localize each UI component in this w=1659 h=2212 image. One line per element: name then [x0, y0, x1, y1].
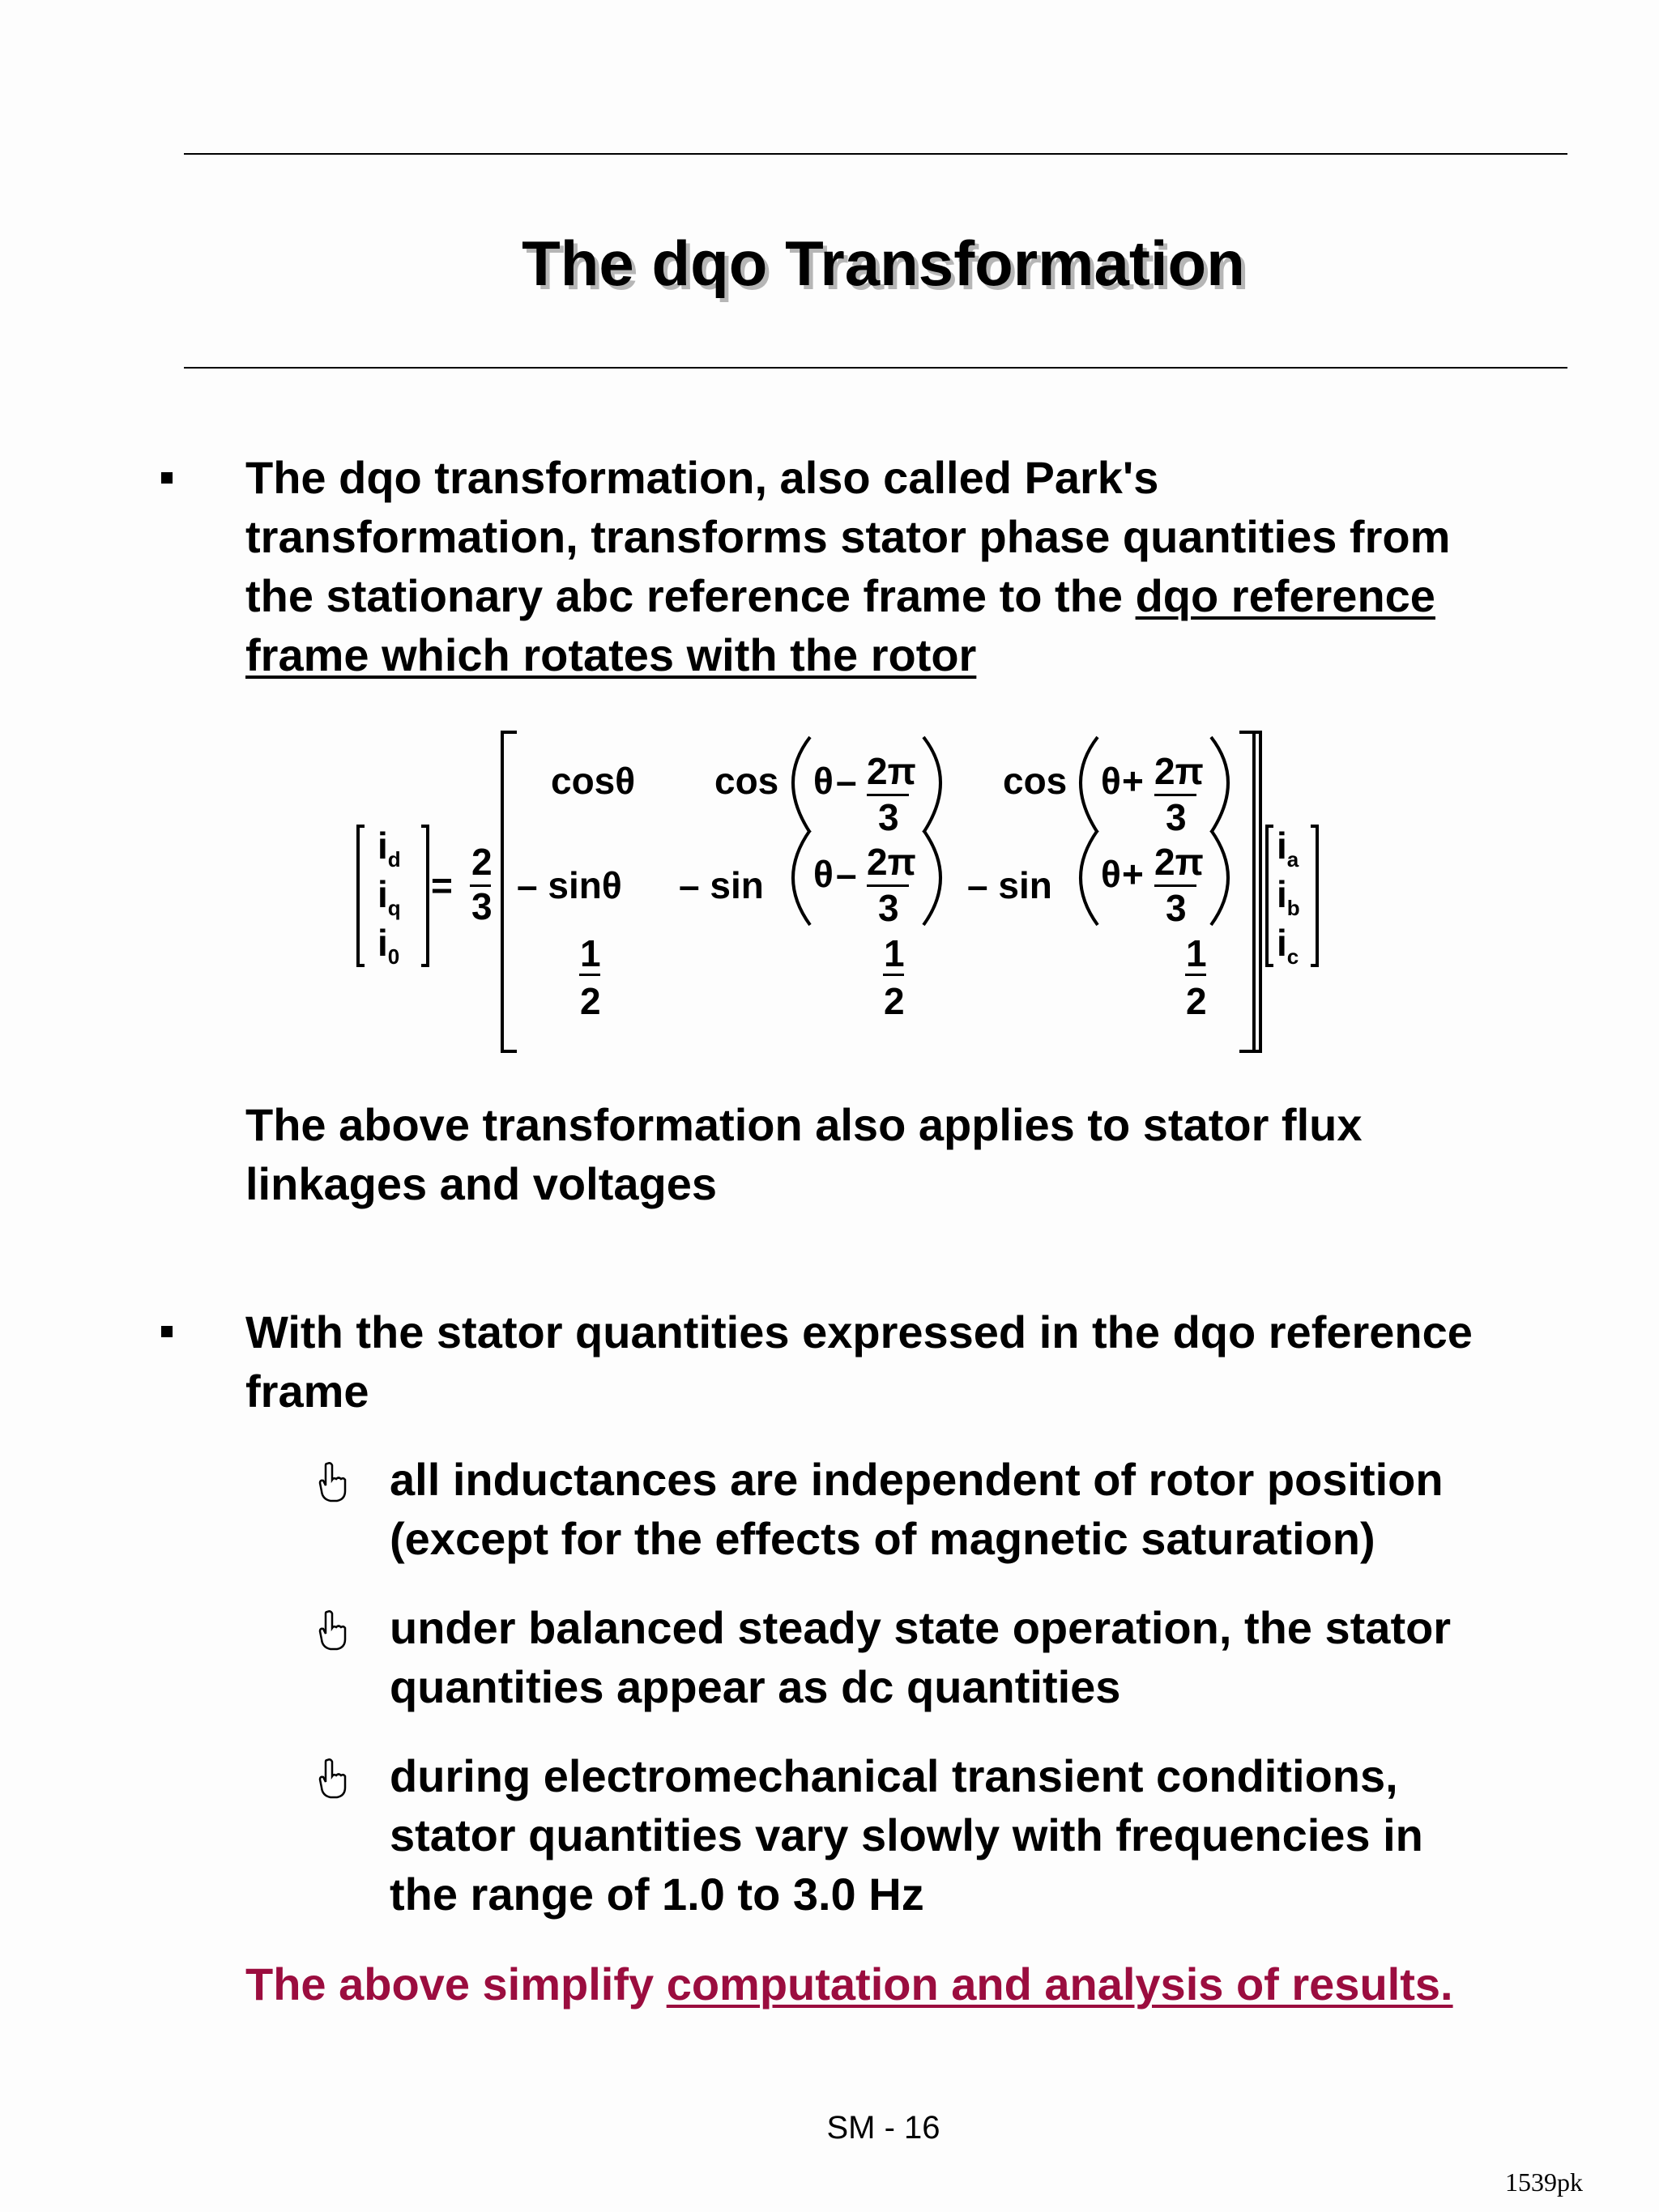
sub-bullet-3-line1: during electromechanical transient conditions, [390, 1750, 1398, 1801]
m13-plus: + [1122, 760, 1144, 802]
bullet1-underlined-text-2: frame which rotates with the rotor [245, 629, 977, 680]
equation-note [245, 1095, 1362, 1213]
paren-open [793, 737, 810, 833]
bullet2-paragraph [245, 1302, 1473, 1421]
bullet1-line2: transformation, transforms stator phase quantities from [245, 511, 1451, 562]
m23-theta: θ [1101, 853, 1121, 895]
m22-frac-den: 3 [878, 887, 899, 929]
matrix-left-bracket [502, 732, 517, 1051]
m33-half-den: 2 [1186, 980, 1207, 1022]
document-code: 1539pk [1505, 2167, 1583, 2197]
rhs-left-bracket [1267, 826, 1273, 965]
sub-bullet-2-line2: quantities appear as dc quantities [390, 1661, 1121, 1712]
paren-open [1081, 830, 1098, 925]
paren-close [1211, 737, 1228, 833]
m22-minus-sin: – sin [679, 864, 764, 906]
lhs-i0: $i_0$ [377, 922, 400, 969]
sub-bullet-1-line1: all inductances are independent of rotor position [390, 1454, 1444, 1505]
m33-half-num: 1 [1186, 932, 1207, 974]
paren-close [923, 737, 940, 833]
bullet1-line3 [245, 566, 1450, 625]
conclusion-statement [245, 1954, 1453, 2014]
m31-half-num: 1 [580, 932, 601, 974]
equals-sign: = [431, 864, 453, 906]
m23-frac-den: 3 [1166, 887, 1187, 929]
m21-minus-sin-theta: – sinθ [517, 864, 622, 906]
lhs-iq: $i_q$ [377, 873, 401, 920]
m22-frac-num: 2π [867, 841, 916, 883]
paren-open [793, 830, 810, 925]
note-line1: The above transformation also applies to stator flux [245, 1099, 1363, 1150]
lhs-right-bracket [421, 826, 428, 965]
m22-theta: θ [813, 853, 834, 895]
coefficient-denominator: 3 [471, 885, 493, 927]
m23-frac-num: 2π [1154, 841, 1204, 883]
sub-bullet-2 [390, 1598, 1451, 1716]
sub-bullet-1 [390, 1450, 1444, 1568]
m13-theta: θ [1101, 760, 1121, 802]
rhs-ia: $i_a$ [1277, 825, 1299, 872]
lhs-id: $i_d$ [377, 825, 401, 872]
pointing-hand-icon [316, 1610, 348, 1651]
title-underline-rule [184, 367, 1567, 369]
m22-minus: – [836, 853, 857, 895]
m12-frac-num: 2π [867, 750, 916, 792]
m23-plus: + [1122, 853, 1144, 895]
coefficient-numerator: 2 [471, 841, 493, 883]
m32-half-num: 1 [884, 932, 905, 974]
sub-bullet-3 [390, 1746, 1423, 1924]
paren-close [923, 830, 940, 925]
note-line2: linkages and voltages [245, 1158, 717, 1209]
bullet1-line1: The dqo transformation, also called Park's [245, 452, 1159, 503]
rhs-right-bracket [1311, 826, 1317, 965]
m31-half-den: 2 [580, 980, 601, 1022]
bullet1-paragraph [245, 448, 1450, 684]
pointing-hand-icon [316, 1462, 348, 1502]
m11-cos-theta: cosθ [551, 760, 636, 802]
m23-minus-sin: – sin [967, 864, 1052, 906]
sub-bullet-2-line1: under balanced steady state operation, the stator [390, 1602, 1452, 1653]
sub-bullet-3-line3: the range of 1.0 to 3.0 Hz [390, 1869, 924, 1920]
m12-minus: – [836, 760, 857, 802]
sub-bullet-3-line2: stator quantities vary slowly with frequencies in [390, 1809, 1423, 1860]
bullet2-line1: With the stator quantities expressed in the dqo reference [245, 1306, 1473, 1357]
bullet-marker [161, 472, 173, 484]
paren-open [1081, 737, 1098, 833]
m12-theta: θ [813, 760, 834, 802]
conclusion-text: The above simplify [245, 1958, 667, 2010]
pointing-hand-icon [316, 1758, 348, 1799]
sub-bullet-1-line2: (except for the effects of magnetic saturation) [390, 1513, 1375, 1564]
conclusion-underlined-text: computation and analysis of results. [666, 1958, 1453, 2010]
rhs-ic: $i_c$ [1277, 922, 1299, 969]
bullet2-line2: frame [245, 1366, 369, 1417]
m13-frac-den: 3 [1166, 796, 1187, 838]
page-number: SM - 16 [826, 2110, 940, 2146]
m12-cos: cos [714, 760, 779, 802]
m32-half-den: 2 [884, 980, 905, 1022]
m13-frac-num: 2π [1154, 750, 1204, 792]
paren-close [1211, 830, 1228, 925]
bullet1-line4 [245, 625, 1450, 684]
matrix-right-bracket [1239, 732, 1254, 1051]
bullet1-line3-text: the stationary abc reference frame to the [245, 570, 1136, 621]
top-rule [184, 153, 1567, 155]
page-title: The dqo Transformation [522, 228, 1245, 299]
lhs-left-bracket [358, 826, 365, 965]
m13-cos: cos [1003, 760, 1068, 802]
park-transform-equation [340, 713, 1345, 1053]
bullet1-underlined-text: dqo reference [1135, 570, 1435, 621]
bullet-marker [161, 1326, 173, 1337]
rhs-ib: $i_b$ [1277, 873, 1300, 920]
m12-frac-den: 3 [878, 796, 899, 838]
